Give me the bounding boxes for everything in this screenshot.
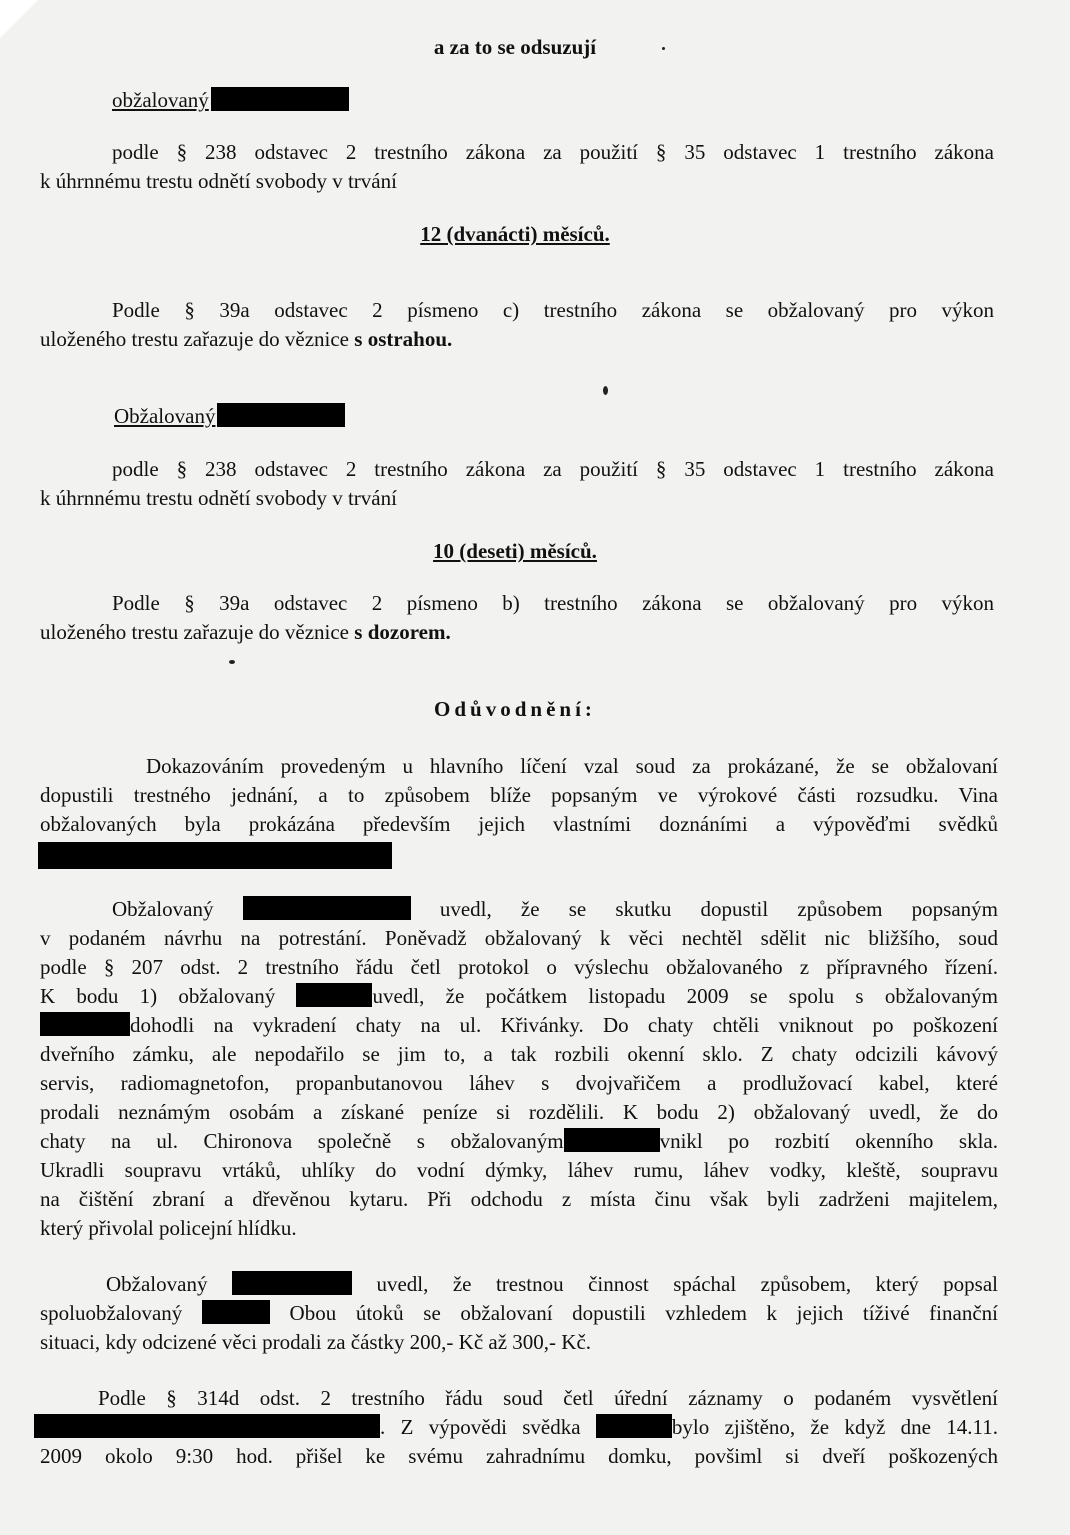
redaction-box [217, 403, 345, 427]
defendant-1-sentence: 12 (dvanácti) měsíců. [420, 222, 610, 246]
para3-text: spoluobžalovaný [40, 1301, 202, 1325]
defendant-1-line-2: k úhrnnému trestu odnětí svobody v trvání [40, 169, 397, 193]
defendant-1-label-text: obžalovaný [112, 88, 209, 112]
defendant-1-prison-line-1: Podle § 39a odstavec 2 písmeno c) trestního zákona se obžalovaný pro výkon [112, 298, 994, 322]
defendant-1-prison-line-2 [40, 326, 452, 352]
redaction-box [232, 1271, 352, 1295]
para2-line-11: na čištění zbraní a dřevěnou kytaru. Při odchodu z místa činu však byli zadrženi majitelem, [40, 1187, 998, 1211]
redaction-box [564, 1128, 660, 1152]
defendant-2-line-1: podle § 238 odstavec 2 trestního zákona za použití § 35 odstavec 1 trestního zákona [112, 457, 994, 481]
folded-corner [0, 0, 38, 38]
prison-text: uloženého trestu zařazuje do věznice [40, 327, 355, 351]
para1-line-4 [38, 842, 392, 871]
para2-line-12: který přivolal policejní hlídku. [40, 1216, 297, 1240]
para2-text: vnikl po rozbití okenního skla. [659, 1129, 998, 1153]
para2-line-5 [40, 1012, 998, 1038]
defendant-2-sentence: 10 (deseti) měsíců. [433, 539, 597, 563]
para3-line-2 [40, 1300, 998, 1326]
para2-line-9 [40, 1128, 998, 1154]
redaction-box [40, 1012, 130, 1036]
para3-text: Obou útoků se obžalovaní dopustili vzhledem k jejich tíživé finanční [269, 1301, 998, 1325]
ink-speck [603, 386, 608, 395]
defendant-2-label [114, 403, 345, 429]
redaction-box [34, 1414, 380, 1438]
para4-text: bylo zjištěno, že když dne 14.11. [671, 1415, 999, 1439]
para2-line-6: dveřního zámku, ale nepodařilo se jim to, a tak rozbili okenní sklo. Z chaty odcizili kávový [40, 1042, 998, 1066]
para2-line-7: servis, radiomagnetofon, propanbutanovou láhev s dvojvařičem a prodlužovací kabel, které [40, 1071, 998, 1095]
defendant-2-line-2: k úhrnnému trestu odnětí svobody v trvání [40, 486, 397, 510]
ink-speck [662, 47, 665, 50]
para2-text: K bodu 1) obžalovaný [40, 984, 297, 1008]
redaction-box [596, 1414, 672, 1438]
para2-text: chaty na ul. Chironova společně s obžalovaným [40, 1129, 564, 1153]
para1-line-2: dopustili trestného jednání, a to způsobem blíže popsaným ve výrokové části rozsudku. Vina [40, 783, 998, 807]
para4-line-1: Podle § 314d odst. 2 trestního řádu soud četl úřední záznamy o podaném vysvětlení [98, 1386, 998, 1410]
reasoning-heading: Odůvodnění: [434, 697, 596, 721]
defendant-2-prison-line-1: Podle § 39a odstavec 2 písmeno b) trestního zákona se obžalovaný pro výkon [112, 591, 994, 615]
para2-line-2: v podaném návrhu na potrestání. Poněvadž obžalovaný k věci nechtěl sdělit nic bližšího, soud [40, 926, 998, 950]
para3-text: uvedl, že trestnou činnost spáchal způsobem, který popsal [376, 1272, 998, 1296]
defendant-2-label-text: Obžalovaný [114, 404, 216, 428]
ink-speck [229, 660, 235, 664]
prison-type: s dozorem. [354, 620, 451, 644]
para2-line-3: podle § 207 odst. 2 trestního řádu četl protokol o výslechu obžalovaného z přípravného řízení. [40, 955, 998, 979]
prison-text: uloženého trestu zařazuje do věznice [40, 620, 355, 644]
section-heading: a za to se odsuzují [433, 35, 597, 59]
para3-line-3: situaci, kdy odcizené věci prodali za částky 200,- Kč až 300,- Kč. [40, 1330, 592, 1354]
para2-defendant: Obžalovaný [112, 897, 243, 921]
para2-text: uvedl, že se skutku dopustil způsobem popsaným [439, 897, 999, 921]
defendant-2-prison-line-2 [40, 619, 451, 645]
para3-line-1 [106, 1271, 998, 1297]
redaction-box [243, 896, 411, 920]
para2-line-4 [40, 983, 998, 1009]
defendant-1-line-1: podle § 238 odstavec 2 trestního zákona za použití § 35 odstavec 1 trestního zákona [112, 140, 994, 164]
redaction-box [296, 983, 372, 1007]
para2-text: dohodli na vykradení chaty na ul. Křivánky. Do chaty chtěli vniknout po poškození [130, 1013, 998, 1037]
para3-defendant: Obžalovaný [106, 1272, 232, 1296]
para2-line-8: prodali neznámým osobám a získané peníze si rozdělili. K bodu 2) obžalovaný uvedl, že do [40, 1100, 998, 1124]
para2-text: uvedl, že počátkem listopadu 2009 se spolu s obžalovaným [372, 984, 998, 1008]
para2-line-1 [112, 896, 998, 922]
para4-line-2 [34, 1414, 998, 1440]
redaction-box [202, 1300, 270, 1324]
defendant-1-label [112, 87, 349, 113]
redaction-box [211, 87, 349, 111]
redaction-box [38, 842, 392, 869]
para4-text: . Z výpovědi svědka [380, 1415, 596, 1439]
prison-type: s ostrahou. [354, 327, 453, 351]
para1-line-3: obžalovaných byla prokázána především jejich vlastními doznáními a výpověďmi svědků [40, 812, 998, 836]
para4-line-3: 2009 okolo 9:30 hod. přišel ke svému zahradnímu domku, povšiml si dveří poškozených [40, 1444, 998, 1468]
para1-line-1: Dokazováním provedeným u hlavního líčení vzal soud za prokázané, že se obžalovaní [146, 754, 998, 778]
para2-line-10: Ukradli soupravu vrtáků, uhlíky do vodní dýmky, láhev rumu, láhev vodky, kleště, soupravu [40, 1158, 998, 1182]
